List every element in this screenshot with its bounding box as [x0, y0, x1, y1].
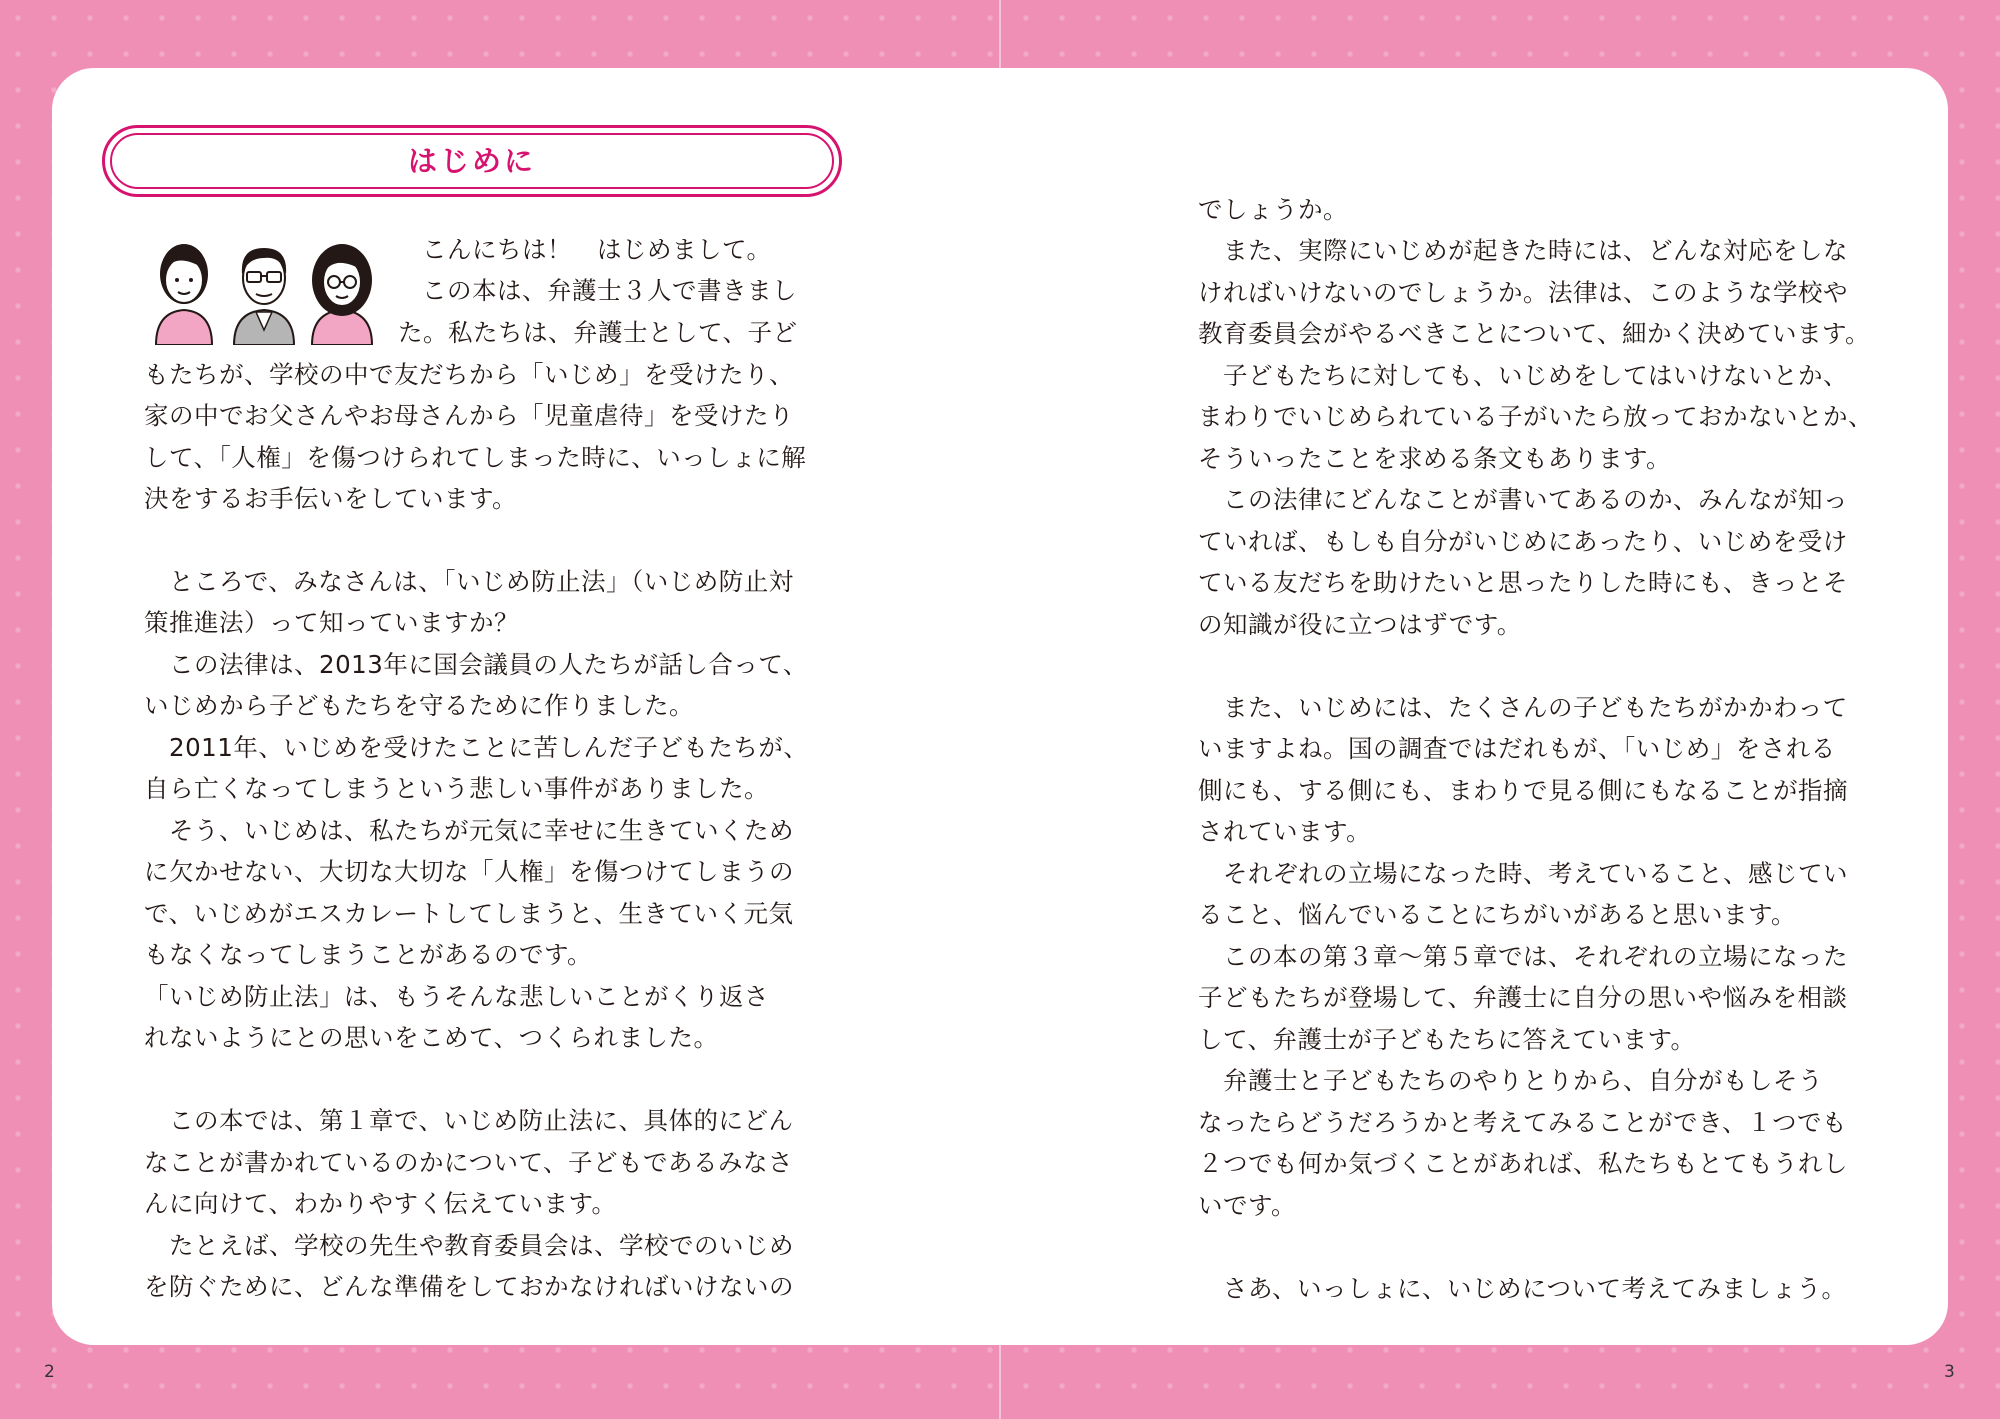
left-line: こんにちは！ はじめまして。	[422, 235, 772, 264]
right-line: 弁護士と子どもたちのやりとりから、自分がもしそう	[1198, 1066, 1823, 1095]
left-line: なことが書かれているのかについて、子どもであるみなさ	[144, 1148, 794, 1177]
right-line: この本の第３章～第５章では、それぞれの立場になった	[1198, 942, 1848, 971]
left-line: いじめから子どもたちを守るために作りました。	[144, 691, 694, 720]
left-line: もたちが、学校の中で友だちから「いじめ」を受けたり、	[144, 360, 794, 389]
left-line: 2011年、いじめを受けたことに苦しんだ子どもたちが、	[144, 733, 809, 762]
right-line: ている友だちを助けたいと思ったりした時にも、きっとそ	[1198, 568, 1848, 597]
right-line: ければいけないのでしょうか。法律は、このような学校や	[1198, 278, 1848, 307]
left-line: れないようにとの思いをこめて、つくられました。	[144, 1023, 719, 1052]
left-line: に欠かせない、大切な大切な「人権」を傷つけてしまうの	[144, 857, 794, 886]
right-line: されています。	[1198, 817, 1372, 846]
left-line: 策推進法）って知っていますか？	[144, 608, 519, 637]
right-line: さあ、いっしょに、いじめについて考えてみましょう。	[1198, 1274, 1847, 1303]
right-line: また、実際にいじめが起きた時には、どんな対応をしな	[1198, 236, 1848, 265]
right-line: この法律にどんなことが書いてあるのか、みんなが知っ	[1198, 485, 1848, 514]
left-line: 「いじめ防止法」は、もうそんな悲しいことがくり返さ	[144, 982, 769, 1011]
right-line: の知識が役に立つはずです。	[1198, 610, 1522, 639]
left-line: ところで、みなさんは、「いじめ防止法」（いじめ防止対	[144, 567, 794, 596]
left-line: この本では、第１章で、いじめ防止法に、具体的にどん	[144, 1106, 794, 1135]
left-line: 決をするお手伝いをしています。	[144, 484, 518, 513]
left-line: この本は、弁護士３人で書きまし	[422, 276, 797, 305]
page-number-right: 3	[1944, 1362, 1955, 1382]
right-line: 子どもたちに対しても、いじめをしてはいけないとか、	[1198, 361, 1848, 390]
left-line: で、いじめがエスカレートしてしまうと、生きていく元気	[144, 899, 794, 928]
left-line: もなくなってしまうことがあるのです。	[144, 940, 593, 969]
right-line: ること、悩んでいることにちがいがあると思います。	[1198, 900, 1797, 929]
page-number-left: 2	[44, 1362, 55, 1382]
right-line: そういったことを求める条文もあります。	[1198, 444, 1672, 473]
left-line: そう、いじめは、私たちが元気に幸せに生きていくため	[144, 816, 794, 845]
right-line: して、弁護士が子どもたちに答えています。	[1198, 1025, 1696, 1054]
right-line: 側にも、する側にも、まわりで見る側にもなることが指摘	[1198, 776, 1848, 805]
left-line: 家の中でお父さんやお母さんから「児童虐待」を受けたり	[144, 401, 794, 430]
right-line: 教育委員会がやるべきことについて、細かく決めています。	[1198, 319, 1871, 348]
right-line: いです。	[1198, 1191, 1297, 1220]
right-line: いますよね。国の調査ではだれもが、「いじめ」をされる	[1198, 734, 1836, 763]
right-line: ２つでも何か気づくことがあれば、私たちもとてもうれし	[1198, 1149, 1848, 1178]
right-line: それぞれの立場になった時、考えていること、感じてい	[1198, 859, 1848, 888]
left-line: を防ぐために、どんな準備をしておかなければいけないの	[144, 1272, 794, 1301]
page-heading: はじめに	[407, 144, 536, 178]
right-line: また、いじめには、たくさんの子どもたちがかかわって	[1198, 693, 1848, 722]
left-line: たとえば、学校の先生や教育委員会は、学校でのいじめ	[144, 1231, 794, 1260]
right-line: なったらどうだろうかと考えてみることができ、１つでも	[1198, 1108, 1848, 1137]
left-line: この法律は、2013年に国会議員の人たちが話し合って、	[144, 650, 808, 679]
left-line: 自ら亡くなってしまうという悲しい事件がありました。	[144, 774, 769, 803]
right-line: ていれば、もしも自分がいじめにあったり、いじめを受け	[1198, 527, 1848, 556]
right-line: まわりでいじめられている子がいたら放っておかないとか、	[1198, 402, 1873, 431]
right-line: 子どもたちが登場して、弁護士に自分の思いや悩みを相談	[1198, 983, 1848, 1012]
left-line: た。私たちは、弁護士として、子ど	[398, 318, 798, 347]
left-line: して、「人権」を傷つけられてしまった時に、いっしょに解	[144, 443, 807, 472]
right-line: でしょうか。	[1198, 195, 1348, 224]
left-line: んに向けて、わかりやすく伝えています。	[144, 1189, 617, 1218]
